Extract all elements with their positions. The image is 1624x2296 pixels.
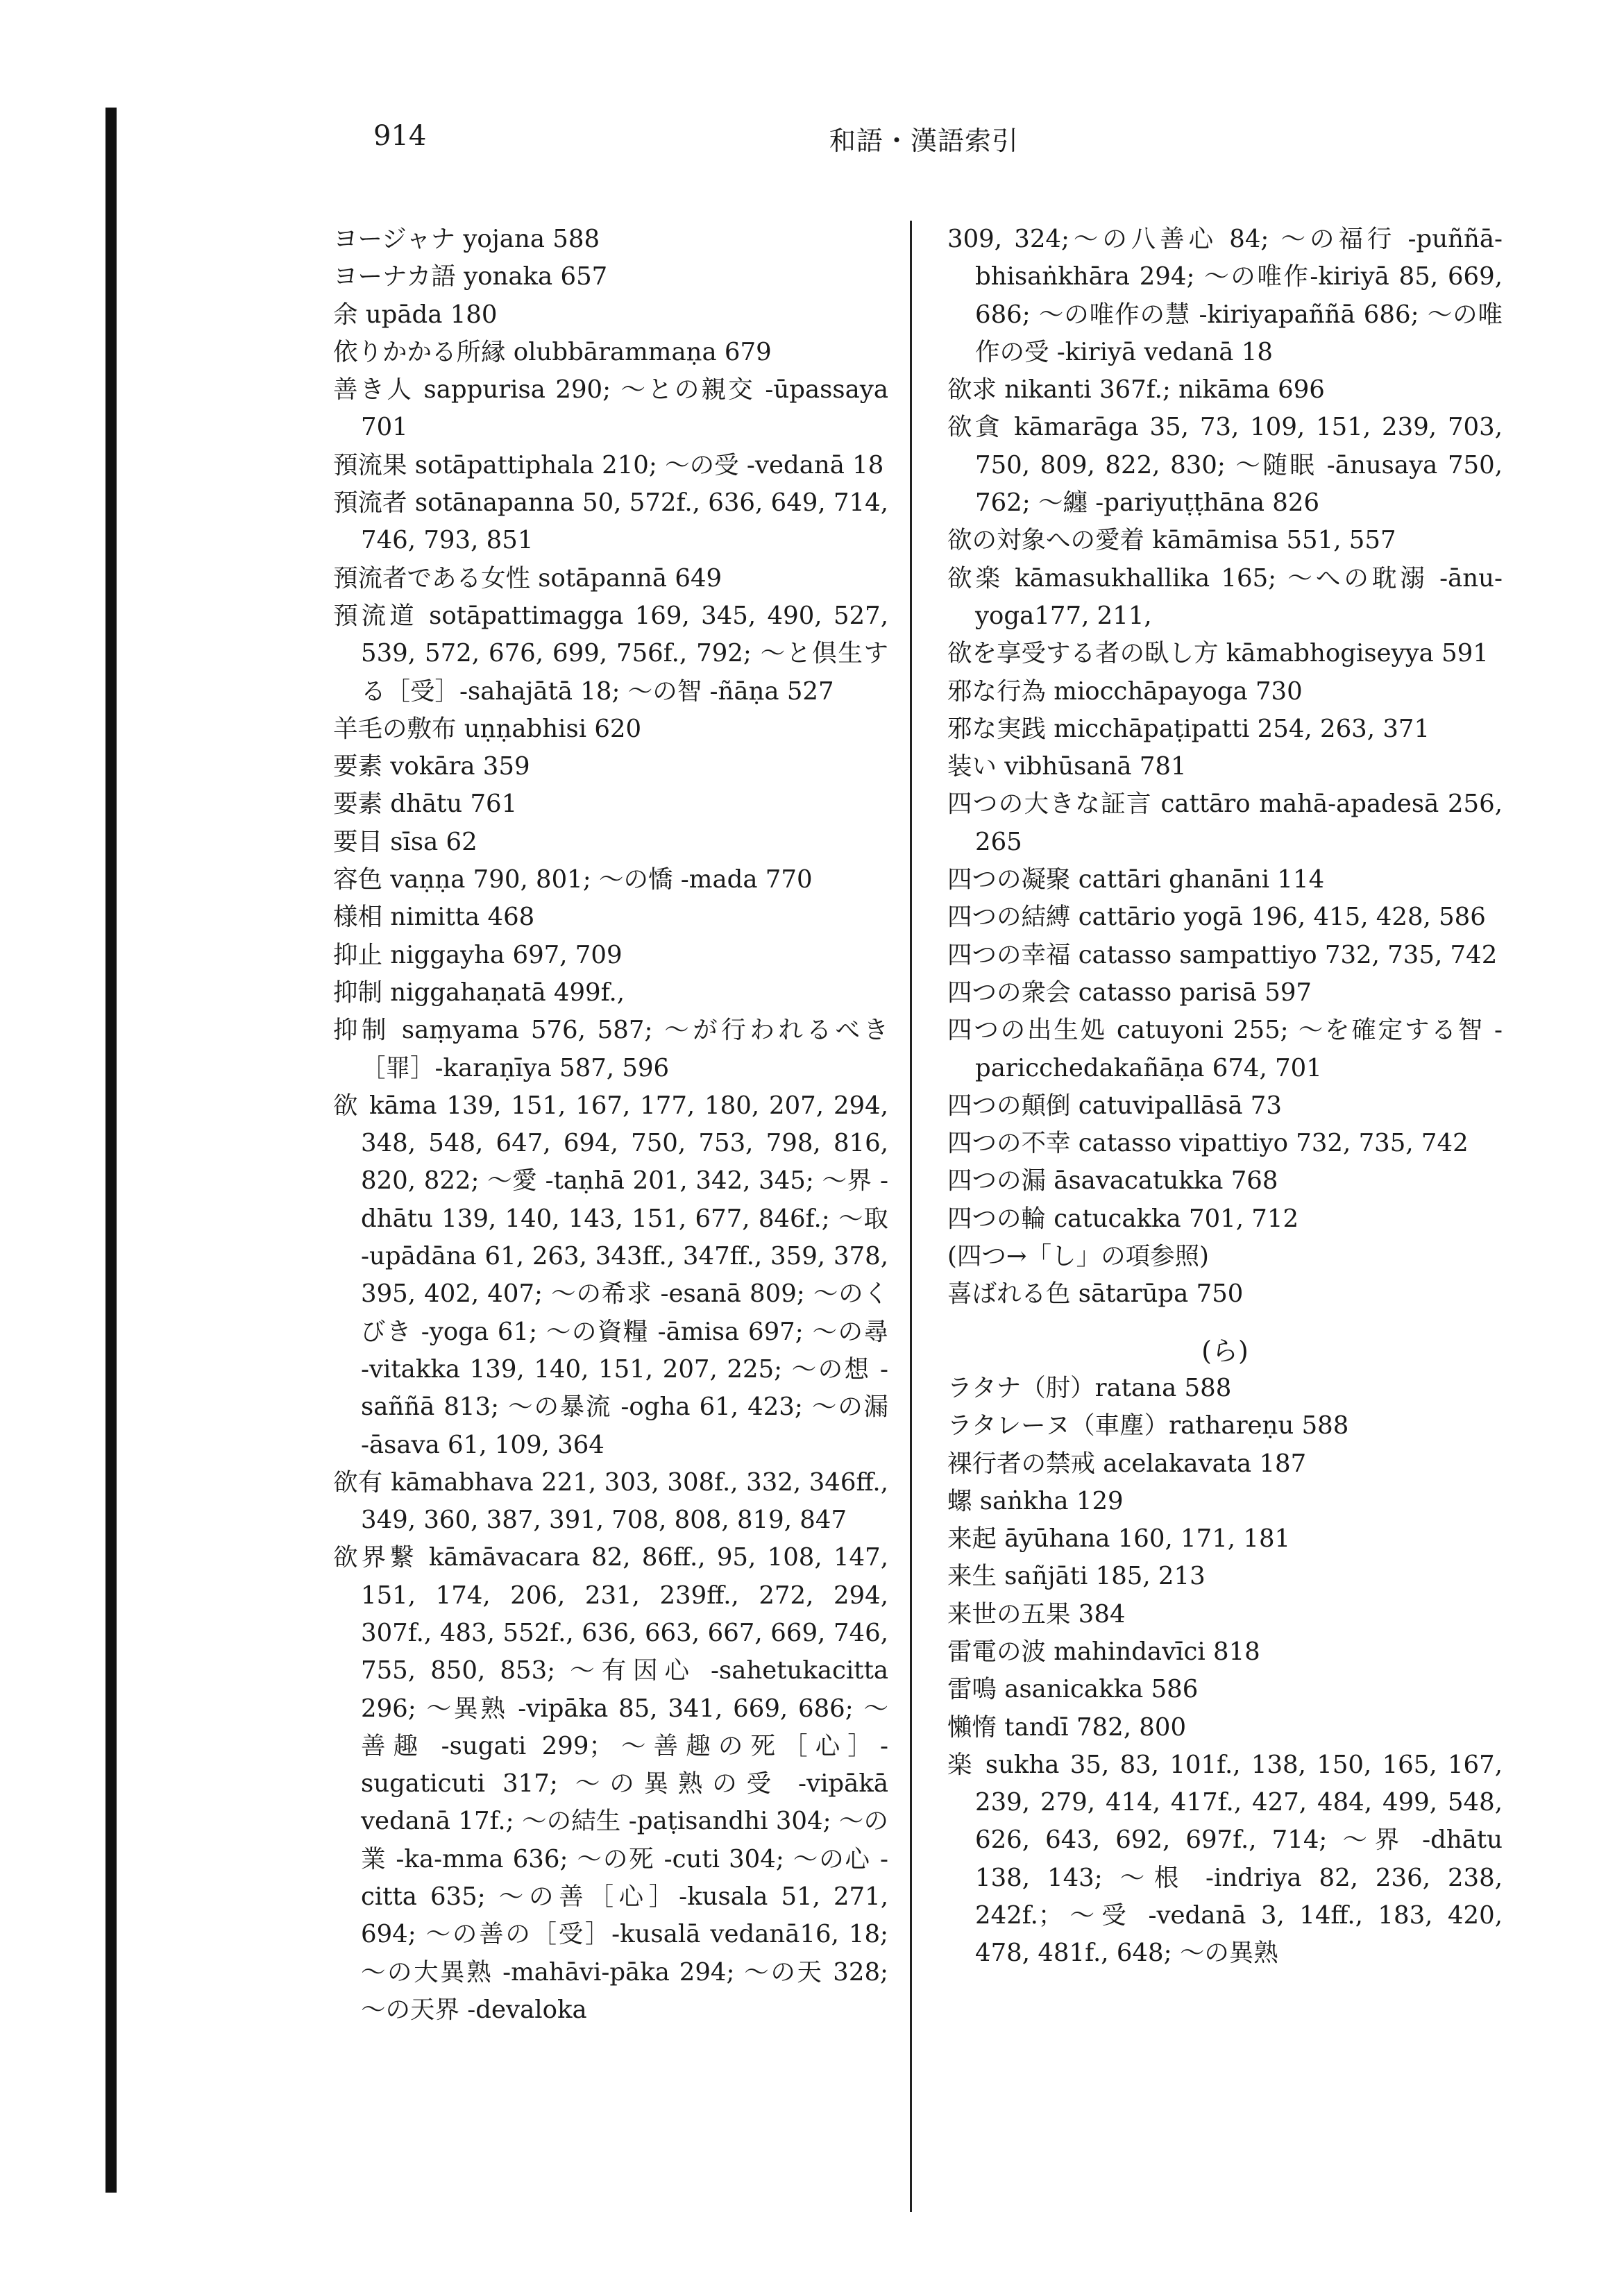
index-entry: ラタナ（肘）ratana 588 [947, 1373, 1232, 1402]
index-entry: 四つの衆会 catasso parisā 597 [947, 978, 1312, 1007]
index-entry: 羊毛の敷布 uṇṇabhisi 620 [333, 714, 642, 743]
index-entry: 預流者である女性 sotāpannā 649 [333, 563, 722, 593]
index-entry: 四つの漏 āsavacatukka 768 [947, 1166, 1278, 1196]
index-entry: (四つ→「し」の項参照) [947, 1242, 1209, 1271]
index-entry: 依りかかる所縁 olubbārammaṇa 679 [333, 337, 772, 366]
index-entry: 懶惰 tandī 782, 800 [947, 1712, 1187, 1742]
index-entry: 要素 dhātu 761 [333, 790, 518, 819]
index-entry: 欲貪 kāmarāga 35, 73, 109, 151, 239, 703, 750, 809, 822, 830; ～随眠 -ānusaya 750, 762; ～纏 -pariyuṭṭhāna 826 [947, 413, 1503, 518]
index-entry: 装い vibhūsanā 781 [947, 752, 1187, 781]
left-column [333, 221, 888, 2029]
index-entry: 欲有 kāmabhava 221, 303, 308f., 332, 346ff., 349, 360, 387, 391, 708, 808, 819, 847 [333, 1468, 888, 1535]
index-entry: ヨーナカ語 yonaka 657 [333, 262, 608, 291]
index-entry: 預流者 sotānapanna 50, 572f., 636, 649, 714, 746, 793, 851 [333, 488, 888, 555]
index-entry: 螺 saṅkha 129 [947, 1486, 1124, 1515]
index-entry: 四つの幸福 catasso sampattiyo 732, 735, 742 [947, 940, 1498, 969]
index-entry: 欲求 nikanti 367f.; nikāma 696 [947, 375, 1325, 405]
index-entry: 要素 vokāra 359 [333, 752, 530, 781]
index-entry: 喜ばれる色 sātarūpa 750 [947, 1279, 1244, 1309]
index-entry: 欲 kāma 139, 151, 167, 177, 180, 207, 294, 348, 548, 647, 694, 750, 753, 798, 816, 820, 822; ～愛 -taṇhā 201, 342, 345; ～界 -dhātu 139, 140, 143, 151, 677, 846f.; ～取 -upādāna 61, 263, 343ff., 347ff., 359, 378, 395, 402, 407; ～の希求 -esanā 809; ～のくびき -yoga 61; ～の資糧 -āmisa 697; ～の尋 -vitakka 139, 140, 151, 207, 225; ～の想 -saññā 813; ～の暴流 -ogha 61, 423; ～の漏 -āsava 61, 109, 364 [333, 1091, 888, 1459]
index-entry: 預流道 sotāpattimagga 169, 345, 490, 527, 539, 572, 676, 699, 756f., 792; ～と倶生する［受］-sahajātā 18; ～の智 -ñāṇa 527 [333, 601, 888, 706]
index-entry: 来世の五果 384 [947, 1599, 1126, 1629]
index-entry: ヨージャナ yojana 588 [333, 225, 600, 253]
index-entry: 邪な行為 miocchāpayoga 730 [947, 677, 1303, 706]
index-entry: 善き人 sappurisa 290; ～との親交 -ūpassaya 701 [333, 375, 888, 442]
index-entry: 抑制 niggahaṇatā 499f., [333, 978, 625, 1007]
index-entry: 邪な実践 micchāpaṭipatti 254, 263, 371 [947, 714, 1430, 743]
page-number: 914 [373, 120, 427, 152]
index-entry: 四つの結縛 cattārio yogā 196, 415, 428, 586 [947, 903, 1486, 932]
right-column [947, 221, 1503, 1973]
index-entry: 楽 sukha 35, 83, 101f., 138, 150, 165, 167, 239, 279, 414, 417f., 427, 484, 499, 548, 626, 643, 692, 697f., 714; ～界 -dhātu 138, 143; ～根 -indriya 82, 236, 238, 242f.；～受 -vedanā 3, 14ff., 183, 420, 478, 481f., 648; ～の異熟 [947, 1750, 1503, 1968]
index-entry: 四つの顛倒 catuvipallāsā 73 [947, 1091, 1282, 1120]
binding-edge [105, 108, 117, 2193]
index-entry: 裸行者の禁戒 acelakavata 187 [947, 1449, 1307, 1478]
index-entry: 四つの出生処 catuyoni 255; ～を確定する智 -paricchedakañāṇa 674, 701 [947, 1016, 1503, 1082]
index-entry: 四つの不幸 catasso vipattiyo 732, 735, 742 [947, 1129, 1469, 1158]
index-entry: 四つの輪 catucakka 701, 712 [947, 1204, 1299, 1233]
index-entry: 抑制 saṃyama 576, 587; ～が行われるべき［罪］-karaṇīya 587, 596 [333, 1016, 888, 1082]
index-entry: 預流果 sotāpattiphala 210; ～の受 -vedanā 18 [333, 450, 884, 479]
index-entry: 抑止 niggayha 697, 709 [333, 940, 623, 969]
index-entry: 来生 sañjāti 185, 213 [947, 1562, 1206, 1591]
section-heading-ra: (ら) [1201, 1335, 1249, 1366]
running-head: 和語・漢語索引 [829, 126, 1020, 156]
index-entry: 欲の対象への愛着 kāmāmisa 551, 557 [947, 526, 1396, 555]
index-entry: 雷電の波 mahindavīci 818 [947, 1637, 1260, 1666]
index-entry: 欲界繋 kāmāvacara 82, 86ff., 95, 108, 147, 151, 174, 206, 231, 239ff., 272, 294, 307f., 483, 552f., 636, 663, 667, 669, 746, 755, 850, 853; ～有因心 -sahetukacitta 296; ～異熟 -vipāka 85, 341, 669, 686; ～善趣 -sugati 299；～善趣の死［心］-sugaticuti 317; ～の異熟の受 -vipākā vedanā 17f.; ～の結生 -paṭisandhi 304; ～の業 -ka-mma 636; ～の死 -cuti 304; ～の心 -citta 635; ～の善［心］-kusala 51, 271, 694; ～の善の［受］-kusalā vedanā16, 18; ～の大異熟 -mahāvi-pāka 294; ～の天 328; ～の天界 -devaloka [333, 1543, 888, 2024]
index-entry: ラタレーヌ（車塵）rathareṇu 588 [947, 1411, 1349, 1440]
index-entry: 欲を享受する者の臥し方 kāmabhogiseyya 591 [947, 639, 1489, 668]
index-entry: 要目 sīsa 62 [333, 827, 477, 856]
index-entry: 様相 nimitta 468 [333, 903, 535, 932]
index-entry: 四つの凝聚 cattāri ghanāni 114 [947, 865, 1325, 894]
index-entry: 容色 vaṇṇa 790, 801; ～の憍 -mada 770 [333, 865, 813, 894]
index-entry: 欲楽 kāmasukhallika 165; ～への耽溺 -ānu-yoga177, 211, [947, 563, 1503, 630]
index-entry: 余 upāda 180 [333, 300, 498, 329]
index-entry: 来起 āyūhana 160, 171, 181 [947, 1524, 1291, 1554]
column-divider [910, 221, 912, 2212]
index-entry: 309, 324;～の八善心 84; ～の福行 -puññā-bhisaṅkhāra 294; ～の唯作-kiriyā 85, 669, 686; ～の唯作の慧 -kiriyapaññā 686; ～の唯作の受 -kiriyā vedanā 18 [947, 225, 1503, 366]
index-entry: 四つの大きな証言 cattāro mahā-apadesā 256, 265 [947, 790, 1503, 856]
index-entry: 雷鳴 asanicakka 586 [947, 1675, 1199, 1704]
